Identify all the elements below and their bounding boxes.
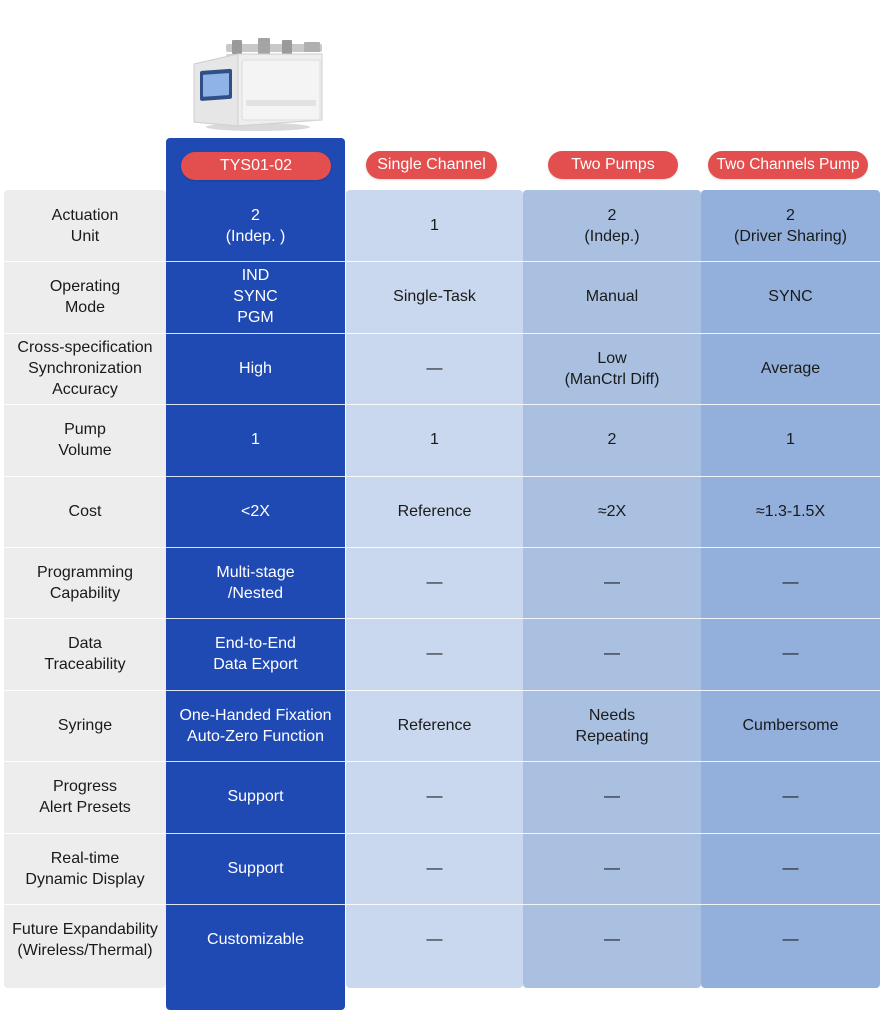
single-channel-value: Single-Task — [393, 288, 476, 305]
two-pumps-value: 2 — [607, 431, 617, 448]
header-two-channels-pump: Two Channels Pump — [708, 151, 868, 179]
header-tys01-02: TYS01-02 — [181, 152, 331, 180]
feature-label: Actuation Unit — [51, 206, 119, 245]
two-channels-pump-value: Average — [760, 360, 821, 377]
tys01-02-value: High — [239, 360, 272, 377]
tys01-02-value: IND SYNC PGM — [233, 267, 278, 326]
single-channel-value: — — [426, 645, 443, 662]
two-pumps-value: Manual — [585, 288, 639, 305]
single-channel-value: — — [426, 574, 443, 591]
feature-label: Data Traceability — [44, 634, 126, 673]
feature-label: Cost — [68, 503, 102, 520]
header-single-channel: Single Channel — [366, 151, 497, 179]
feature-label: Pump Volume — [58, 420, 112, 459]
tys01-02-value: Customizable — [207, 931, 304, 948]
two-channels-pump-value: SYNC — [768, 288, 813, 305]
feature-label: Programming Capability — [36, 563, 134, 602]
tys01-02-value: 1 — [251, 431, 260, 448]
tys01-02-value: End-to-End Data Export — [213, 634, 298, 673]
single-channel-value: — — [426, 788, 443, 805]
header-two-pumps: Two Pumps — [548, 151, 678, 179]
tys01-02-value: Support — [227, 860, 284, 877]
feature-label: Syringe — [57, 717, 113, 734]
feature-label: Operating Mode — [49, 277, 121, 316]
single-channel-value: Reference — [397, 503, 472, 520]
tys01-02-value: One-Handed Fixation Auto-Zero Function — [179, 706, 332, 745]
feature-label: Cross-specification Synchronization Accuracy — [17, 339, 153, 398]
two-pumps-value: — — [604, 860, 620, 877]
tys01-02-value: Support — [227, 788, 284, 805]
feature-label: Real-time Dynamic Display — [25, 849, 145, 888]
two-pumps-value: 2 (Indep.) — [584, 206, 640, 245]
two-channels-pump-value: — — [782, 574, 799, 591]
two-channels-pump-value: — — [782, 645, 799, 662]
feature-label: Progress Alert Presets — [39, 777, 131, 816]
single-channel-value: 1 — [430, 431, 439, 448]
tys01-02-value: 2 (Indep. ) — [225, 206, 286, 245]
single-channel-value: Reference — [397, 717, 472, 734]
two-pumps-value: — — [604, 645, 620, 662]
two-pumps-value: Low (ManCtrl Diff) — [564, 349, 660, 388]
two-channels-pump-value: — — [782, 788, 799, 805]
single-channel-value: 1 — [430, 217, 439, 234]
two-pumps-value: — — [604, 931, 620, 948]
two-pumps-value: — — [604, 788, 620, 805]
two-channels-pump-value: — — [782, 931, 799, 948]
syringe-pump-device-image — [186, 36, 326, 132]
tys01-02-value: <2X — [241, 503, 270, 520]
two-pumps-value: Needs Repeating — [575, 706, 649, 745]
tys01-02-value: Multi-stage /Nested — [216, 563, 295, 602]
two-channels-pump-value: Cumbersome — [742, 717, 839, 734]
two-pumps-value: — — [604, 574, 620, 591]
two-channels-pump-value: 2 (Driver Sharing) — [734, 206, 847, 245]
two-channels-pump-value: ≈1.3-1.5X — [755, 503, 826, 520]
single-channel-value: — — [426, 360, 443, 377]
two-pumps-value: ≈2X — [597, 503, 627, 520]
single-channel-value: — — [426, 860, 443, 877]
feature-label: Future Expandability (Wireless/Thermal) — [12, 920, 158, 959]
single-channel-value: — — [426, 931, 443, 948]
two-channels-pump-value: 1 — [786, 431, 795, 448]
two-channels-pump-value: — — [782, 860, 799, 877]
